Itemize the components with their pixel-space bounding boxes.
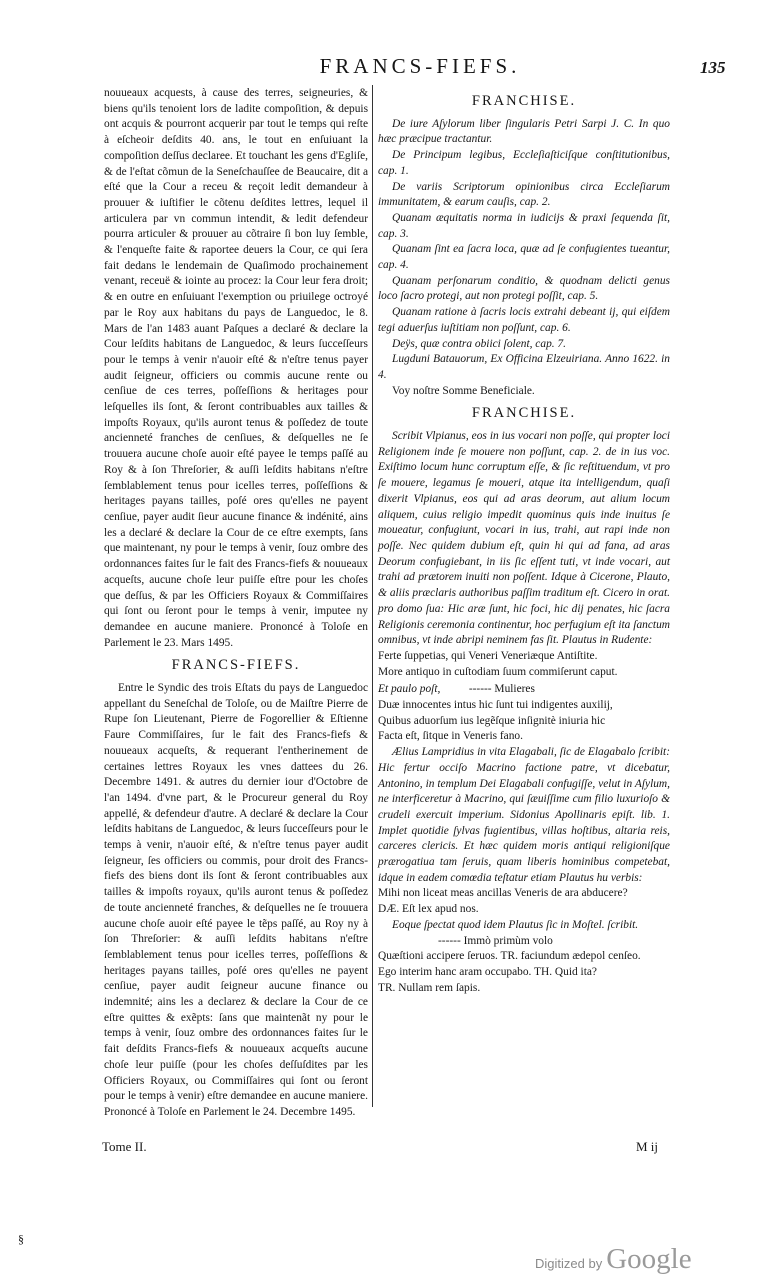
mulieres: ------ Mulieres: [468, 683, 535, 696]
verse-line: Duæ innocentes intus hic ſunt tui indigentes auxilij,: [378, 699, 613, 712]
verse-line: DÆ. Eſt lex apud nos.: [378, 903, 479, 916]
column-divider: [372, 85, 373, 1107]
bibliography-entry: Quanam ſint ea ſacra loca, quæ ad ſe confugientes tueantur, cap. 4.: [378, 243, 670, 272]
section-heading-franchise-2: FRANCHISE.: [471, 405, 577, 422]
prose-paragraph: Eoque ſpectat quod idem Plautus ſic in Moſtel. ſcribit.: [392, 918, 639, 931]
verse-line: Quibus aduorſum ius legẽſque inſignitè iniuria hic: [378, 714, 606, 727]
cross-reference: Voy noſtre Somme Beneficiale.: [392, 384, 535, 397]
google-logo: Google: [606, 1243, 692, 1275]
prose-paragraph: Scribit Vlpianus, eos in ius vocari non poſſe, qui propter loci Religionem inde ſe mouere non poſſunt, cap. 2. de in ius voc. Exiſtimo locum hunc corruptum eſſe, & ſic reſtituendum, vt pro ſe mouere, legamus ſe moueri, atque ita intelligendum, quaſi dixerit Vlpianus, eos qui ad aras deorum, aut alium locum aliquem, cuius religio impedit quominus quis inde inuitus ſe moueatur, confugiunt, vocari in ius, trahi, aut rapi inde non poſſe. Nec quidem dubium eſt, quin hi qui ad fana, ad aras Deorum confugiebant, in iis ſic eſſent tuti, vt inde vocari, aut trahi ad prætorem inuiti non poſſent. Idque à Cicerone, Plauto, & aliis præclaris authoribus paſſim traditum eſt. Cicero in orat. pro domo ſua: Hic aræ ſunt, hic foci, hic dij penates, hic ſacra Religionis ceremonia continentur, hoc perfugium eſt ita ſanctum omnibus, vt inde abripi neminem fas ſit. Plautus in Rudente:: [378, 430, 670, 647]
verse-line: Quæſtioni accipere ſeruos. TR. faciundum ædepol cenſeo.: [378, 950, 641, 963]
margin-mark: §: [18, 1232, 24, 1246]
bibliography-entry: Deÿs, quæ contra obiici ſolent, cap. 7.: [392, 337, 566, 350]
running-title: FRANCS-FIEFS.: [319, 54, 521, 78]
verse-line: Mihi non liceat meas ancillas Veneris de ara abducere?: [378, 887, 628, 900]
right-column: [378, 86, 670, 996]
volume-label: Tome II.: [102, 1139, 147, 1154]
section-heading-francs-fiefs: FRANCS-FIEFS.: [171, 657, 301, 674]
prose-paragraph: Ælius Lampridius in vita Elagabali, ſic de Elagabalo ſcribit: Hic fertur occiſo Macrino factione patre, vt dicebatur, Antonino, in templum Dei Elagabali confugiſſe, velut in Aſylum, ne interficeretur à Macrino, qui ſæuiſſime cum filio luxurioſo & crudeli exercuit imperium. Sidonius Apollinaris epiſt. lib. 1. Implet quotidie ſylvas fugientibus, villas hoſtibus, altaria reis, carceres clericis. Et hæc quidem moris antiqui religioniſque prærogatiua tam ſeruis, quam liberis hominibus competebat, idque in eadem comœdia teſtatur etiam Plautus hu verbis:: [378, 746, 670, 884]
left-column: [104, 86, 368, 1121]
bibliography-entry: Quanam æquitatis norma in iudicijs & praxi ſequenda ſit, cap. 3.: [378, 211, 670, 240]
bibliography-entry: Quanam ratione à ſacris locis extrahi debeant ij, qui eiſdem tegi aduerſus iuſtitiam non poſſunt, cap. 6.: [378, 306, 670, 334]
verse-line: TR. Nullam rem ſapis.: [378, 981, 481, 994]
digitized-prefix: Digitized by: [535, 1256, 603, 1271]
verse-intro: [378, 682, 670, 698]
digitized-watermark: [535, 1243, 692, 1276]
page-number: 135: [700, 58, 726, 77]
verse-line: ------ Immò primùm volo: [438, 934, 553, 947]
paragraph-continuation: nouueaux acquests, à cause des terres, seigneuries, & biens qu'ils tenoient lors de ladite compoſition, & depuis ont acquis & pourront acquerir par tout le temps qui reſte à eſcheoir deſdits 40. ans, le tout en enſuiuant la compoſition deſſus declaree. Et touchant les gens d'Egliſe, & de l'eſtat cõmun de la Seneſchauſſee de Beaucaire, dit a eſté que la Cour a receu & reçoit ledit demandeur à prouuer & iuſtifier le cõtenu deſdites lettres, lequel il articulera par vn commun intendit, & ledit defendeur pourra articuler & prouuer au cõtraire ſi bon luy ſemble, & l'enqueſte faite & raportee deuers la Cour, ce qui ſera fait dedans le lendemain de Quaſimodo prochainement venant, receuë & iointe au procez: la Cour leur fera droit; & en outre en enſuiuant l'exemption ou priuilege octroyé par le Roy aux habitans du pays de Languedoc, le 8. Mars de l'an 1483 auant Paſques a declaré & declare la Cour leſdits habitans de Languedoc, & leurs ſucceſſeurs pour le temps à venir n'auoir eſté & n'eſtre tenus payer audit ſeigneur, officiers ou commis aucune rente ou cenſiue de ces terres, poſſeſſions & heritages pour leſquelles ils ſont, & ſeront contribuables aux tailles & impoſts Royaux, qu'ils auront tenus & poſſedez de toute ancienneté franches de cenſiues, & deſquelles ne ſe trouuera aucune choſe auoir eſté payee le temps paſſé au Roy & à ſon Threſorier, & auſſi leſdits habitans n'eſtre ſemblablement tenus pour icelles terres, poſſeſſions & heritages payans tailles, poſé ores qu'elles ne payent cenſiue, payer audit ſieur aucune finance & indénité, ains les a declaré & declare la Cour de ce eſtre exempts, ſans que maintenant, ny pour le temps à venir, ſouz ombre des ordonnances faites ſur le fait des Francs-fiefs & nouueaux acqueſts, aucune choſe leur puiſſe eſtre pour les choſes que deſſus, & par les Officiers Royaux & Commiſſaires qui ſont ou ſeront pour le temps à venir, imputee ny demandee en aucune maniere. Prononcé à Toloſe en Parlement le 23. Mars 1495.: [104, 87, 368, 649]
section-heading-franchise-1: FRANCHISE.: [471, 93, 577, 109]
paragraph-judgment: Entre le Syndic des trois Eſtats du pays de Languedoc appellant du Seneſchal de Toloſe, ou de Maiſtre Pierre de Rupe ſon Lieutenant, Pierre de Fogorellier & Eſtienne Faure Commiſſaires, ſur le fait des Francs-fiefs & nouueaux acqueſts, & requerant l'entherinement de certaines lettres Royaux les vnes dattees du 26. Decembre 1491. & autres du dernier iour d'Octobre de l'an 1494. d'vne part, & le Procureur general du Roy appellé, & defendeur d'autre. A declaré & declare la Cour leſdits habitans de Languedoc, & leurs ſucceſſeurs pour le temps à venir, n'auoir eſté, & n'eſtre tenus payer audit ſeigneur, ſes officiers ou commis, pour droit des Francs-fiefs des biens dont ils ſont & ſeront contribuables aux tailles & impoſts royaux, qu'ils auront tenus & poſſedez de toute ancienneté franches, & deſquelles ne ſe trouuera aucune choſe auoir eſté payee le tẽps paſſé, au Roy ny à ſon Threſorier: & auſſi leſdits habitans n'eſtre ſemblablement tenus pour icelles terres, poſſeſſions & heritages payans tailles, poſé ores qu'elles ne payent cenſiue, payer audit ſeigneur aucune finance ou indemnité; ains les a declarez & declare la Cour de ce eſtre quittes & exẽpts: ſans que maintenãt ny pour le temps à venir, ſouz ombre des ordonnances faites ſur le fait deſdits Francs-fiefs & nouueaux acqueſts aucune choſe leur puiſſe (pour les choſes deſſuſdites par les Officiers Royaux, ou Commiſſaires qui ſont ou ſeront pour le temps à venir) eſtre demandee en aucune maniere. Prononcé à Toloſe en Parlement le 24. Decembre 1495.: [104, 682, 368, 1118]
bibliography-entry: De variis Scriptorum opinionibus circa Eccleſiarum immunitatem, & earum cauſis, cap. 2.: [378, 180, 670, 209]
verse-line: Facta eſt, ſitque in Veneris fano.: [378, 730, 523, 743]
bibliography-entry: De iure Aſylorum liber ſingularis Petri Sarpi J. C. In quo hæc præcipue tractantur.: [378, 117, 670, 146]
verse-line: Ego interim hanc aram occupabo. TH. Quid ita?: [378, 965, 597, 978]
bibliography-entry: Quanam perſonarum conditio, & quodnam delicti genus loco ſacro protegi, aut non protegi poſſit, cap. 5.: [378, 274, 670, 303]
verse-line: More antiquo in cuſtodiam ſuum commiſerunt caput.: [378, 665, 618, 678]
verse-line: Ferte ſuppetias, qui Veneri Veneriæque Antiſtite.: [378, 649, 598, 662]
signature-mark: M ij: [636, 1139, 659, 1154]
et-paulo-post: Et paulo poſt,: [378, 683, 441, 696]
bibliography-imprint: Lugduni Batauorum, Ex Officina Elzeuiriana. Anno 1622. in 4.: [378, 353, 670, 381]
bibliography-entry: De Principum legibus, Eccleſiaſticiſque conſtitutionibus, cap. 1.: [378, 149, 670, 177]
